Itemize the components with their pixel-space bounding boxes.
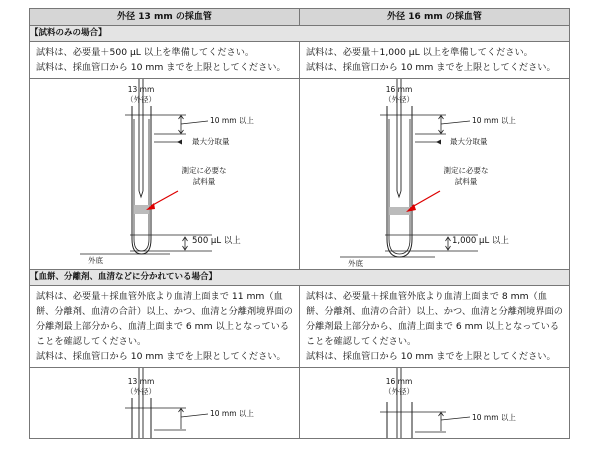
- separated-tube-16mm-diameter: 16 mm: [385, 377, 413, 386]
- required-volume-line2-16mm: 試料量: [454, 177, 478, 186]
- tube-13mm-diameter-note: （外径）: [126, 95, 156, 104]
- separated-tube-diagram-13mm: [30, 368, 299, 438]
- bottom-volume-label-13mm: 500 μL 以上: [192, 236, 241, 246]
- separated-tube-16mm-diameter-note: （外径）: [384, 387, 414, 396]
- separated-13mm-text: 試料は、必要量＋採血管外底より血清上面まで 11 mm（血餅、分離剤、血清の合計）以上、かつ、血清と分離剤境界面の分離剤最上部分から、血清上面まで 6 mm 以上となっていることを確認してください。 試料は、採血管口から 10 mm までを上限としてください。: [36, 291, 293, 362]
- required-volume-line2-13mm: 試料量: [192, 177, 216, 186]
- separated-tube-diagram-16mm: [300, 368, 569, 438]
- tube-13mm-diameter: 13 mm: [127, 85, 155, 94]
- outer-bottom-label-16mm: 外底: [348, 259, 363, 268]
- bottom-volume-label-16mm: 1,000 μL 以上: [452, 236, 509, 246]
- section-title-sample-only: 【試料のみの場合】: [30, 26, 570, 42]
- max-volume-label-16mm: 最大分取量: [450, 137, 488, 146]
- required-volume-line1-13mm: 測定に必要な: [181, 166, 227, 175]
- top-gap-label-13mm: 10 mm 以上: [210, 116, 254, 125]
- outer-bottom-label-13mm: 外底: [88, 256, 103, 265]
- sample-only-13mm-text: 試料は、必要量＋500 μL 以上を準備してください。 試料は、採血管口から 10 mm までを上限としてください。: [36, 47, 286, 73]
- specimen-requirements-table: [29, 8, 570, 439]
- top-gap-label-16mm: 10 mm 以上: [472, 116, 516, 125]
- column-header-16mm: 外径 16 mm の採血管: [300, 9, 570, 26]
- tube-diagram-16mm: [300, 79, 569, 269]
- separated-tube-13mm-diameter-note: （外径）: [126, 387, 156, 396]
- section-title-separated: 【血餅、分離剤、血清などに分かれている場合】: [30, 270, 570, 286]
- separated-top-gap-16mm: 10 mm 以上: [472, 413, 516, 422]
- required-volume-line1-16mm: 測定に必要な: [443, 166, 489, 175]
- max-volume-label-13mm: 最大分取量: [192, 137, 230, 146]
- separated-tube-13mm-diameter: 13 mm: [127, 377, 155, 386]
- separated-top-gap-13mm: 10 mm 以上: [210, 409, 254, 418]
- tube-16mm-diameter-note: （外径）: [384, 95, 414, 104]
- separated-16mm-text: 試料は、必要量＋採血管外底より血清上面まで 8 mm（血餅、分離剤、血清の合計）以上、かつ、血清と分離剤境界面の分離剤最上部分から、血清上面まで 6 mm 以上となっていることを確認してください。 試料は、採血管口から 10 mm までを上限としてください。: [306, 291, 563, 362]
- column-header-13mm: 外径 13 mm の採血管: [30, 9, 300, 26]
- sample-only-16mm-text: 試料は、必要量＋1,000 μL 以上を準備してください。 試料は、採血管口から 10 mm までを上限としてください。: [306, 47, 556, 73]
- tube-16mm-diameter: 16 mm: [385, 85, 413, 94]
- tube-diagram-13mm: [30, 79, 299, 269]
